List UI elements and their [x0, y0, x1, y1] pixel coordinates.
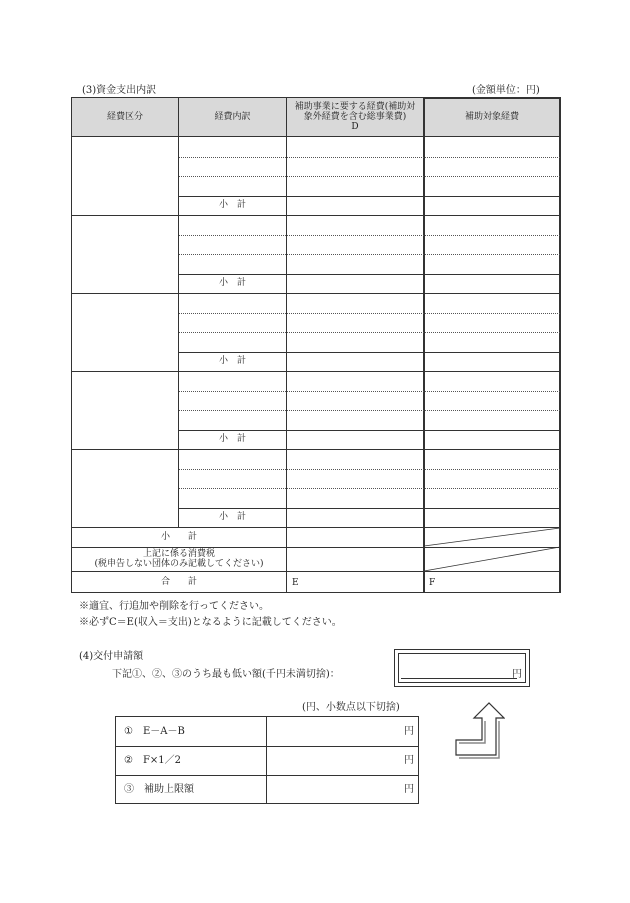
- calc-row-1-unit: 円: [404, 726, 414, 737]
- header-eligible-expense: 補助対象経費: [424, 98, 560, 137]
- group-divider: [72, 371, 560, 372]
- subtotal-row-label: 小 計: [160, 531, 197, 542]
- tax-label-line-1: 上記に係る消費税: [142, 549, 215, 559]
- group-subtotal-label: 小 計: [218, 277, 246, 288]
- bent-arrow-icon: [450, 700, 505, 760]
- application-amount-box[interactable]: [394, 649, 530, 687]
- expense-table: [71, 97, 561, 593]
- col-divider-breakdown: [286, 136, 287, 527]
- group-row-divider: [179, 391, 560, 392]
- section-4-title: (4)交付申請額: [79, 651, 144, 662]
- group-row-divider: [179, 469, 560, 470]
- calc-row-1-label: ① E－A－B: [124, 726, 185, 737]
- group-subtotal-label: 小 計: [218, 433, 246, 444]
- group-row-divider: [179, 313, 560, 314]
- group-subtotal-label: 小 計: [218, 199, 246, 210]
- group-row-divider: [179, 488, 560, 489]
- header-breakdown: 経費内訳: [179, 98, 287, 137]
- section-3-title: (3)資金支出内訳: [82, 85, 157, 96]
- group-subtotal-label: 小 計: [218, 511, 246, 522]
- group-subtotal-label: 小 計: [218, 355, 246, 366]
- group-divider: [72, 215, 560, 216]
- calc-row-3-label: ③ 補助上限額: [124, 784, 194, 795]
- group-row-divider: [179, 332, 560, 333]
- group-row-divider: [179, 157, 560, 158]
- col-divider-category: [178, 136, 179, 527]
- application-amount-unit: 円: [512, 669, 522, 680]
- group-row-divider: [179, 176, 560, 177]
- header-total-expense: 補助事業に要する経費(補助対 象外経費を含む総事業費) D: [287, 98, 424, 137]
- tax-label-line-2: (税申告しない団体のみ記載してください): [94, 559, 264, 569]
- total-row-label: 合 計: [160, 576, 197, 587]
- calc-row-2-label: ② F×1／2: [124, 755, 182, 766]
- group-row-divider: [179, 235, 560, 236]
- group-divider: [72, 293, 560, 294]
- col-divider-bottom: [286, 528, 287, 592]
- diagonal-strikes: [424, 528, 560, 571]
- group-row-divider: [179, 410, 560, 411]
- group-divider: [72, 449, 560, 450]
- group-row-divider: [179, 254, 560, 255]
- calculation-table: [115, 716, 419, 804]
- eligible-column-frame: [423, 97, 561, 593]
- tax-row-label: [72, 547, 286, 571]
- note-2: ※必ずC＝E(収入＝支出)となるように記載してください。: [79, 617, 342, 628]
- note-1: ※適宜、行追加や削除を行ってください。: [79, 601, 269, 612]
- calc-note: (円、小数点以下切捨): [302, 702, 400, 713]
- header-category: 経費区分: [72, 98, 179, 137]
- total-expense-cell: E: [292, 578, 299, 588]
- calc-row-3-unit: 円: [404, 784, 414, 795]
- section-4-instruction: 下記①、②、③のうち最も低い額(千円未満切捨)：: [112, 669, 340, 680]
- calc-row-2-unit: 円: [404, 755, 414, 766]
- unit-label: (金額単位：円): [472, 85, 540, 96]
- total-eligible-cell: F: [429, 578, 436, 588]
